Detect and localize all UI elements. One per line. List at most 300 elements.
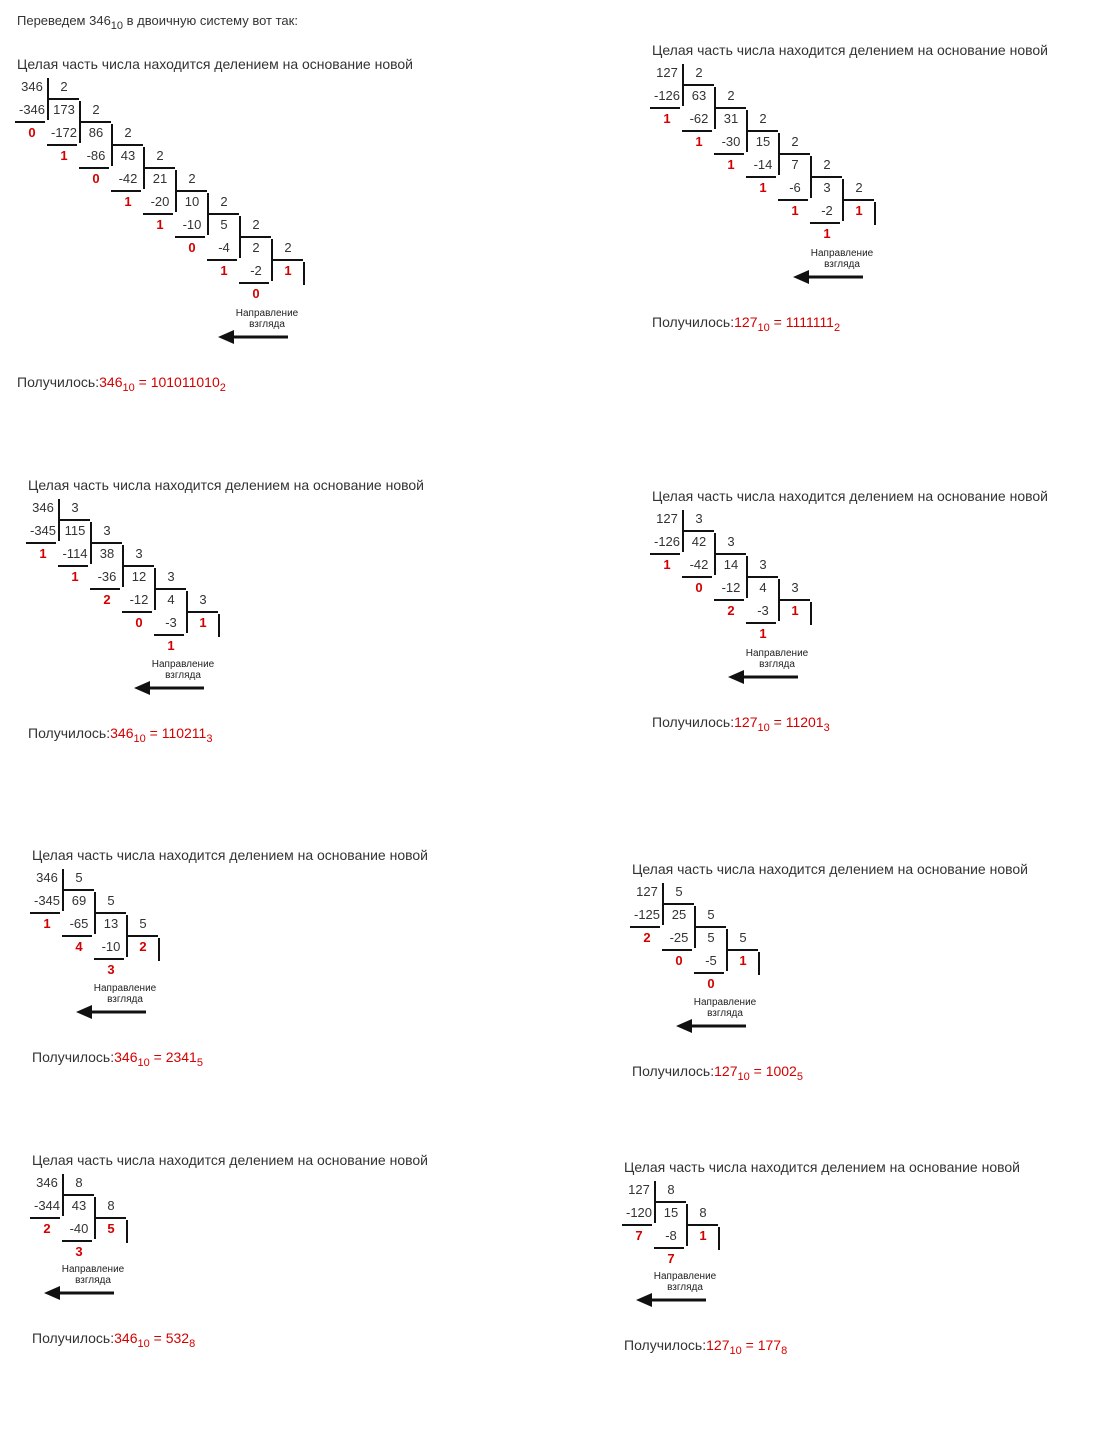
subtrahend: -36 — [97, 569, 117, 584]
subtrahend: -14 — [753, 157, 773, 172]
direction-label-line1: Направление — [61, 1264, 125, 1275]
result-to-base: 2 — [219, 382, 226, 394]
division-line — [111, 144, 143, 146]
subtrahend: -65 — [69, 916, 89, 931]
quotient: 173 — [53, 102, 75, 117]
remainder-digit: 0 — [675, 953, 683, 968]
division-line — [778, 153, 810, 155]
division-line — [154, 634, 184, 636]
division-line — [874, 202, 876, 225]
quotient: 69 — [71, 893, 87, 908]
direction-label-line2: взгляда — [249, 319, 285, 330]
remainder-digit: 0 — [252, 286, 260, 301]
divisor: 5 — [75, 870, 83, 885]
block-heading: Целая часть числа находится делением на основание новой — [652, 488, 1048, 504]
remainder-digit: 7 — [635, 1228, 643, 1243]
remainder-digit: 2 — [43, 1221, 51, 1236]
divisor: 3 — [135, 546, 143, 561]
subtrahend: -126 — [653, 88, 681, 103]
result-from: 127 — [734, 314, 758, 330]
division-line — [62, 889, 94, 891]
division-line — [218, 614, 220, 637]
division-line — [239, 236, 271, 238]
division-line — [62, 935, 92, 937]
direction-label — [48, 1264, 138, 1286]
dividend: 127 — [656, 511, 678, 526]
direction-label-line2: взгляда — [759, 659, 795, 670]
direction-label-line1: Направление — [653, 1271, 717, 1282]
subtrahend: -62 — [689, 111, 709, 126]
quotient: 1 — [199, 615, 207, 630]
quotient: 3 — [823, 180, 831, 195]
division-line — [94, 958, 124, 960]
direction-label-line2: взгляда — [107, 994, 143, 1005]
conversion-block — [632, 861, 1072, 1087]
result-from: 127 — [706, 1337, 730, 1353]
division-line — [810, 222, 840, 224]
divisor: 2 — [791, 134, 799, 149]
subtrahend: -10 — [182, 217, 202, 232]
division-line — [79, 167, 109, 169]
left-arrow-icon — [134, 681, 206, 695]
result-prefix: Получилось: — [652, 714, 735, 730]
division-line — [686, 1224, 718, 1226]
divisor: 2 — [252, 217, 260, 232]
remainder-digit: 1 — [60, 148, 68, 163]
result-to: 101011010 — [150, 374, 220, 390]
divisor: 3 — [167, 569, 175, 584]
result-line — [28, 725, 212, 745]
remainder-digit: 1 — [156, 217, 164, 232]
subtrahend: -346 — [18, 102, 46, 117]
remainder-digit: 0 — [188, 240, 196, 255]
result-from: 127 — [734, 714, 758, 730]
division-line — [30, 1217, 60, 1219]
division-line — [186, 611, 218, 613]
division-line — [62, 1240, 92, 1242]
remainder-digit: 1 — [759, 180, 767, 195]
remainder-digit: 0 — [695, 580, 703, 595]
subtrahend: -120 — [625, 1205, 653, 1220]
subtrahend: -2 — [250, 263, 262, 278]
subtrahend: -344 — [33, 1198, 61, 1213]
divisor: 3 — [727, 534, 735, 549]
division-line — [810, 602, 812, 625]
direction-label-line1: Направление — [235, 308, 299, 319]
remainder-digit: 0 — [28, 125, 36, 140]
result-to: 1111111 — [785, 314, 834, 330]
quotient: 15 — [663, 1205, 679, 1220]
subtrahend: -25 — [669, 930, 689, 945]
divisor: 8 — [699, 1205, 707, 1220]
direction-label-line2: взгляда — [824, 259, 860, 270]
subtrahend: -3 — [757, 603, 769, 618]
division-line — [94, 1217, 126, 1219]
division-line — [47, 144, 77, 146]
divisor: 8 — [75, 1175, 83, 1190]
division-line — [650, 107, 680, 109]
block-heading: Целая часть числа находится делением на основание новой — [32, 1152, 428, 1168]
divisor: 2 — [759, 111, 767, 126]
division-line — [122, 611, 152, 613]
result-line — [632, 1063, 803, 1083]
division-line — [694, 972, 724, 974]
quotient: 5 — [220, 217, 228, 232]
result-equals: = — [769, 714, 786, 730]
subtrahend: -42 — [689, 557, 709, 572]
divisor: 8 — [667, 1182, 675, 1197]
divisor: 8 — [107, 1198, 115, 1213]
division-line — [175, 236, 205, 238]
direction-label — [732, 648, 822, 670]
remainder-digit: 1 — [823, 226, 831, 241]
division-line — [654, 1201, 686, 1203]
dividend: 346 — [36, 870, 58, 885]
remainder-digit: 1 — [71, 569, 79, 584]
divisor: 5 — [675, 884, 683, 899]
block-heading: Целая часть числа находится делением на основание новой — [632, 861, 1028, 877]
result-line — [17, 374, 226, 394]
quotient: 7 — [791, 157, 799, 172]
division-line — [79, 121, 111, 123]
result-prefix: Получилось: — [28, 725, 111, 741]
division-line — [62, 1194, 94, 1196]
subtrahend: -5 — [705, 953, 717, 968]
quotient: 1 — [855, 203, 863, 218]
division-line — [718, 1227, 720, 1250]
quotient: 5 — [107, 1221, 115, 1236]
division-line — [207, 213, 239, 215]
direction-label — [680, 997, 770, 1019]
remainder-digit: 1 — [695, 134, 703, 149]
dividend: 346 — [32, 500, 54, 515]
dividend: 346 — [21, 79, 43, 94]
direction-label-line1: Направление — [151, 659, 215, 670]
subtrahend: -6 — [789, 180, 801, 195]
remainder-digit: 0 — [92, 171, 100, 186]
remainder-digit: 1 — [124, 194, 132, 209]
quotient: 31 — [723, 111, 739, 126]
divisor: 2 — [284, 240, 292, 255]
subtrahend: -125 — [633, 907, 661, 922]
result-prefix: Получилось: — [632, 1063, 715, 1079]
result-line — [32, 1049, 203, 1069]
divisor: 2 — [92, 102, 100, 117]
division-line — [30, 912, 60, 914]
result-equals: = — [749, 1063, 766, 1079]
result-from-base: 10 — [729, 1345, 742, 1357]
quotient: 4 — [759, 580, 767, 595]
division-line — [303, 262, 305, 285]
direction-label-line1: Направление — [93, 983, 157, 994]
subtrahend: -126 — [653, 534, 681, 549]
quotient: 10 — [184, 194, 200, 209]
left-arrow-icon — [44, 1286, 116, 1300]
intro-subscript: 10 — [110, 20, 124, 32]
remainder-digit: 1 — [167, 638, 175, 653]
divisor: 2 — [695, 65, 703, 80]
result-equation — [706, 1337, 788, 1357]
result-to-base: 8 — [189, 1338, 196, 1350]
result-from-base: 10 — [757, 722, 770, 734]
division-line — [207, 259, 237, 261]
remainder-digit: 2 — [727, 603, 735, 618]
conversion-block — [624, 1159, 1064, 1361]
result-from-base: 10 — [122, 382, 135, 394]
result-to-base: 3 — [823, 722, 830, 734]
left-arrow-icon — [676, 1019, 748, 1033]
divisor: 3 — [71, 500, 79, 515]
division-line — [650, 553, 680, 555]
division-line — [746, 176, 776, 178]
remainder-digit: 1 — [727, 157, 735, 172]
division-line — [90, 588, 120, 590]
subtrahend: -86 — [86, 148, 106, 163]
direction-label-line2: взгляда — [165, 670, 201, 681]
subtrahend: -12 — [129, 592, 149, 607]
result-to: 177 — [757, 1337, 782, 1353]
result-equals: = — [134, 374, 151, 390]
division-line — [682, 576, 712, 578]
direction-label-line2: взгляда — [667, 1282, 703, 1293]
division-line — [682, 530, 714, 532]
division-line — [714, 553, 746, 555]
division-line — [662, 949, 692, 951]
remainder-digit: 0 — [135, 615, 143, 630]
conversion-block — [32, 1152, 472, 1354]
divisor: 5 — [707, 907, 715, 922]
remainder-digit: 7 — [667, 1251, 675, 1266]
subtrahend: -172 — [50, 125, 78, 140]
result-from-base: 10 — [137, 1338, 150, 1350]
result-equation — [114, 1330, 196, 1350]
divisor: 2 — [124, 125, 132, 140]
direction-label-line2: взгляда — [75, 1275, 111, 1286]
subtrahend: -12 — [721, 580, 741, 595]
result-equals: = — [769, 314, 786, 330]
remainder-digit: 1 — [663, 557, 671, 572]
quotient: 115 — [64, 523, 86, 538]
division-line — [810, 176, 842, 178]
divisor: 3 — [759, 557, 767, 572]
quotient: 15 — [755, 134, 771, 149]
remainder-digit: 2 — [643, 930, 651, 945]
conversion-block — [28, 477, 468, 749]
division-line — [746, 622, 776, 624]
remainder-digit: 1 — [43, 916, 51, 931]
subtrahend: -4 — [218, 240, 230, 255]
division-line — [126, 935, 158, 937]
result-from-base: 10 — [757, 322, 770, 334]
divisor: 3 — [199, 592, 207, 607]
remainder-digit: 1 — [39, 546, 47, 561]
subtrahend: -40 — [69, 1221, 89, 1236]
subtrahend: -114 — [62, 546, 88, 561]
left-arrow-icon — [636, 1293, 708, 1307]
quotient: 1 — [699, 1228, 707, 1243]
remainder-digit: 1 — [220, 263, 228, 278]
dividend: 127 — [656, 65, 678, 80]
divisor: 2 — [727, 88, 735, 103]
division-line — [90, 542, 122, 544]
result-from: 346 — [114, 1049, 138, 1065]
block-heading: Целая часть числа находится делением на основание новой — [28, 477, 424, 493]
division-line — [842, 199, 874, 201]
quotient: 12 — [131, 569, 147, 584]
subtrahend: -2 — [821, 203, 833, 218]
conversion-block — [652, 42, 1092, 338]
division-line — [271, 259, 303, 261]
quotient: 1 — [791, 603, 799, 618]
division-line — [143, 167, 175, 169]
divisor: 2 — [823, 157, 831, 172]
remainder-digit: 1 — [791, 203, 799, 218]
result-from-base: 10 — [137, 1057, 150, 1069]
quotient: 1 — [739, 953, 747, 968]
result-from-base: 10 — [737, 1071, 750, 1083]
dividend: 127 — [636, 884, 658, 899]
remainder-digit: 2 — [103, 592, 111, 607]
conversion-block — [17, 56, 457, 398]
divisor: 2 — [220, 194, 228, 209]
result-to-base: 5 — [796, 1071, 803, 1083]
remainder-digit: 3 — [107, 962, 115, 977]
result-prefix: Получилось: — [32, 1330, 115, 1346]
result-from: 127 — [714, 1063, 738, 1079]
remainder-digit: 4 — [75, 939, 83, 954]
quotient: 86 — [88, 125, 104, 140]
intro-text — [17, 13, 298, 32]
division-line — [126, 1220, 128, 1243]
direction-label-line1: Направление — [810, 248, 874, 259]
division-line — [154, 588, 186, 590]
intro-text-after: в двоичную систему вот так: — [123, 13, 298, 28]
result-line — [652, 714, 830, 734]
result-equation — [110, 725, 213, 745]
result-line — [32, 1330, 195, 1350]
left-arrow-icon — [793, 270, 865, 284]
subtrahend: -345 — [33, 893, 61, 908]
subtrahend: -3 — [165, 615, 177, 630]
left-arrow-icon — [76, 1005, 148, 1019]
divisor: 3 — [791, 580, 799, 595]
result-equation — [99, 374, 226, 394]
dividend: 346 — [36, 1175, 58, 1190]
division-line — [58, 519, 90, 521]
direction-label — [138, 659, 228, 681]
result-equation — [734, 714, 830, 734]
result-equation — [714, 1063, 803, 1083]
direction-label-line1: Направление — [693, 997, 757, 1008]
quotient: 43 — [120, 148, 136, 163]
block-heading: Целая часть числа находится делением на основание новой — [652, 42, 1048, 58]
division-line — [746, 576, 778, 578]
quotient: 42 — [691, 534, 707, 549]
result-to-base: 2 — [833, 322, 841, 334]
result-to: 2341 — [165, 1049, 197, 1065]
remainder-digit: 1 — [759, 626, 767, 641]
conversion-block — [652, 488, 1092, 738]
division-line — [26, 542, 56, 544]
result-from: 346 — [110, 725, 134, 741]
quotient: 13 — [103, 916, 119, 931]
result-to: 110211 — [161, 725, 207, 741]
divisor: 2 — [156, 148, 164, 163]
divisor: 3 — [103, 523, 111, 538]
division-line — [47, 98, 79, 100]
division-line — [175, 190, 207, 192]
remainder-digit: 1 — [663, 111, 671, 126]
divisor: 3 — [695, 511, 703, 526]
quotient: 1 — [284, 263, 292, 278]
result-from-base: 10 — [133, 733, 146, 745]
quotient: 21 — [152, 171, 168, 186]
result-to-base: 8 — [781, 1345, 788, 1357]
subtrahend: -30 — [721, 134, 741, 149]
result-to: 1002 — [765, 1063, 797, 1079]
result-equation — [114, 1049, 203, 1069]
result-prefix: Получилось: — [32, 1049, 115, 1065]
division-line — [158, 938, 160, 961]
division-line — [15, 121, 45, 123]
result-prefix: Получилось: — [17, 374, 100, 390]
division-line — [746, 130, 778, 132]
division-line — [758, 952, 760, 975]
division-line — [682, 84, 714, 86]
direction-label-line2: взгляда — [707, 1008, 743, 1019]
left-arrow-icon — [218, 330, 290, 344]
quotient: 38 — [99, 546, 115, 561]
subtrahend: -8 — [665, 1228, 677, 1243]
direction-label — [222, 308, 312, 330]
result-line — [652, 314, 840, 334]
subtrahend: -10 — [101, 939, 121, 954]
remainder-digit: 0 — [707, 976, 715, 991]
intro-text-before: Переведем 346 — [17, 13, 111, 28]
division-line — [714, 107, 746, 109]
quotient: 2 — [252, 240, 260, 255]
divisor: 5 — [739, 930, 747, 945]
left-arrow-icon — [728, 670, 800, 684]
subtrahend: -345 — [29, 523, 57, 538]
division-line — [94, 912, 126, 914]
divisor: 5 — [139, 916, 147, 931]
division-line — [122, 565, 154, 567]
division-line — [58, 565, 88, 567]
result-equals: = — [149, 1330, 166, 1346]
division-line — [111, 190, 141, 192]
result-to-base: 3 — [206, 733, 213, 745]
division-line — [714, 599, 744, 601]
result-prefix: Получилось: — [624, 1337, 707, 1353]
divisor: 2 — [855, 180, 863, 195]
division-line — [778, 199, 808, 201]
quotient: 25 — [671, 907, 687, 922]
division-line — [622, 1224, 652, 1226]
block-heading: Целая часть числа находится делением на основание новой — [624, 1159, 1020, 1175]
division-line — [239, 282, 269, 284]
quotient: 63 — [691, 88, 707, 103]
quotient: 4 — [167, 592, 175, 607]
division-line — [143, 213, 173, 215]
result-to: 11201 — [785, 714, 824, 730]
result-from: 346 — [99, 374, 123, 390]
quotient: 14 — [723, 557, 739, 572]
division-line — [714, 153, 744, 155]
quotient: 5 — [707, 930, 715, 945]
result-equals: = — [741, 1337, 758, 1353]
block-heading: Целая часть числа находится делением на основание новой — [17, 56, 413, 72]
